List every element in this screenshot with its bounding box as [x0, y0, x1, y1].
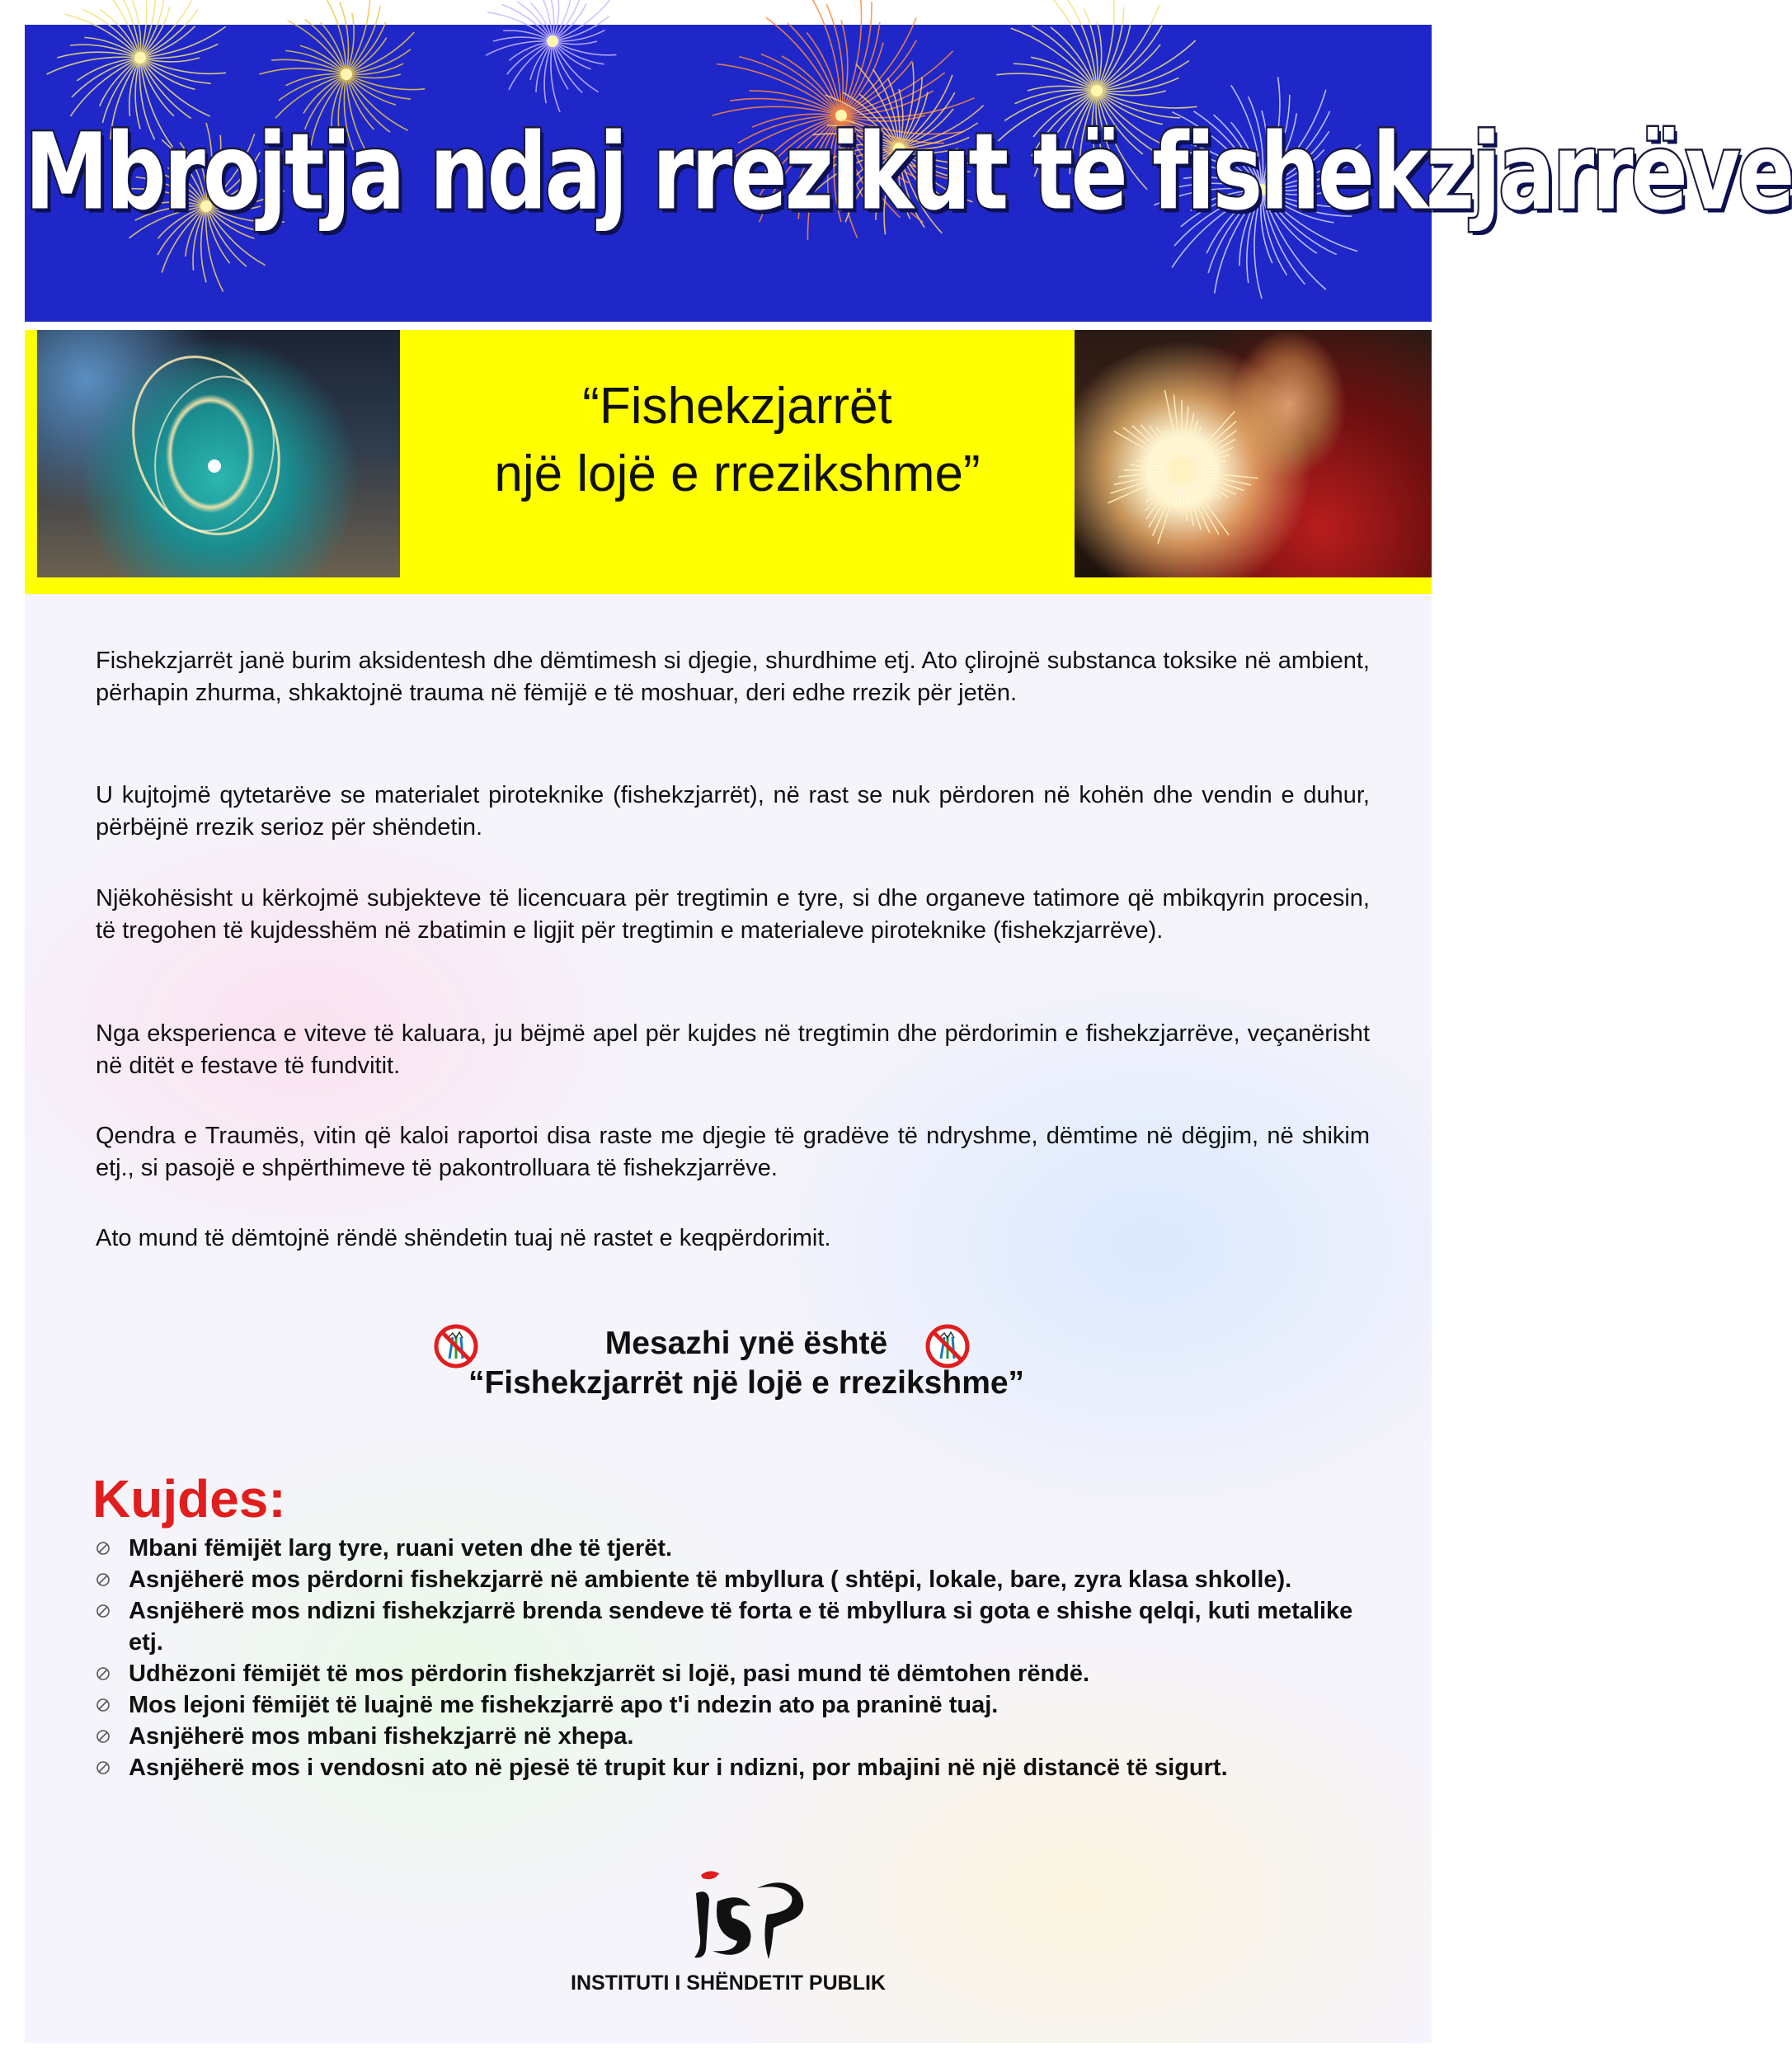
spark-ray — [1114, 431, 1182, 471]
paragraph-dangers: Fishekzjarrët janë burim aksidentesh dhe dëmtimesh si djegie, shurdhime etj. Ato çlirojnë substanca toksike në ambient, përhapin zhurma, shkaktojnë trauma në fëmijë e të moshuar, deri edhe rrezik për jetën. — [96, 648, 1370, 706]
firework-burst — [486, 0, 616, 112]
list-item-text: Udhëzoni fëmijët të mos përdorin fishekzjarrët si lojë, pasi mund të dëmtohen rëndë. — [129, 1661, 1090, 1687]
spark-ray — [1108, 470, 1182, 503]
paragraph-health-warning: Ato mund të dëmtojnë rëndë shëndetin tuaj në rastet e keqpërdorimit. — [96, 1225, 831, 1251]
sparkler-burst-right — [1075, 330, 1432, 577]
list-item-text: Asnjëherë mos mbani fishekzjarrë në xhepa. — [129, 1723, 634, 1750]
boy-with-sparkler-photo — [1075, 330, 1432, 577]
paragraph-licensed-subjects: Njëkohësisht u kërkojmë subjekteve të licencuara për tregtimin e tyre, si dhe organeve tatimore që mbikqyrin procesin, të tregohen të kujdesshëm në zbatimin e ligjit për tregtimin e materialeve piroteknike (fishekzjarrëve). — [96, 885, 1370, 944]
list-item — [96, 1595, 1382, 1658]
no-sign-bullet-icon — [96, 1729, 111, 1744]
caution-list — [96, 1533, 1382, 1783]
no-sign-bullet-icon — [96, 1541, 111, 1556]
sparkler-trail-left — [37, 330, 400, 577]
list-item-text: Asnjëherë mos përdorni fishekzjarrë në ambiente të mbyllura ( shtëpi, lokale, bare, zyra klasa shkolle). — [129, 1566, 1292, 1593]
slogan-line-2: një lojë e rrezikshme” — [494, 445, 981, 502]
list-item — [96, 1752, 1382, 1783]
child-with-sparkler-photo — [37, 330, 400, 577]
spark-ray — [1153, 470, 1182, 535]
list-item-text: Asnjëherë mos ndizni fishekzjarrë brenda sendeve të forta e të mbyllura si gota e shishe qelqi, kuti metalike etj. — [129, 1598, 1353, 1656]
institute-name: INSTITUTI I SHËNDETIT PUBLIK — [571, 1971, 886, 1995]
no-sign-bullet-icon — [96, 1666, 111, 1681]
list-item — [96, 1689, 1382, 1721]
list-item-text: Asnjëherë mos i vendosni ato në pjesë të trupit kur i ndizni, por mbajini në një distancë të sigurt. — [129, 1755, 1228, 1781]
list-item — [96, 1658, 1382, 1689]
paragraph-appeal: Nga eksperienca e viteve të kaluara, ju bëjmë apel për kujdes në tregtimin dhe përdorimin e fishekzjarrëve, veçanërisht në ditët e festave të fundvitit. — [96, 1020, 1370, 1079]
message-line-2: “Fishekzjarrët një lojë e rrezikshme” — [468, 1365, 1025, 1401]
header-band — [25, 25, 1792, 322]
spark-ray — [1182, 470, 1210, 533]
list-item — [96, 1721, 1382, 1752]
content-area — [25, 594, 1432, 2043]
isp-logo — [684, 1868, 808, 1961]
slogan-banner — [25, 330, 1432, 594]
no-sign-bullet-icon — [96, 1604, 111, 1618]
slogan-text — [404, 373, 1070, 508]
list-item — [96, 1564, 1382, 1595]
slogan-line-1: “Fishekzjarrët — [582, 378, 892, 435]
no-sign-bullet-icon — [96, 1572, 111, 1587]
paragraph-reminder: U kujtojmë qytetarëve se materialet piroteknike (fishekzjarrët), në rast se nuk përdoren në kohën dhe vendin e duhur, përbëjnë rrezik serioz për shëndetin. — [96, 782, 1370, 841]
list-item-text: Mbani fëmijët larg tyre, ruani veten dhe të tjerët. — [129, 1535, 673, 1562]
page-title: Mbrojtja ndaj rrezikut të fishekzjarrëve — [25, 111, 1792, 234]
list-item — [96, 1533, 1382, 1564]
no-sign-bullet-icon — [96, 1698, 111, 1712]
paragraph-trauma-center: Qendra e Traumës, vitin që kaloi raportoi disa raste me djegie të gradëve të ndryshme, dëmtime në dëgjim, në shikim etj., si pasojë e shpërthimeve të pakontrolluara të fishekzjarrëve. — [96, 1123, 1370, 1181]
message-line-1: Mesazhi ynë është — [604, 1326, 888, 1361]
caution-heading: Kujdes: — [92, 1469, 286, 1529]
no-sign-bullet-icon — [96, 1760, 111, 1775]
key-message — [272, 1324, 1221, 1403]
list-item-text: Mos lejoni fëmijët të luajnë me fishekzjarrë apo t'i ndezin ato pa praninë tuaj. — [129, 1692, 999, 1718]
spark-ray — [1182, 470, 1219, 535]
